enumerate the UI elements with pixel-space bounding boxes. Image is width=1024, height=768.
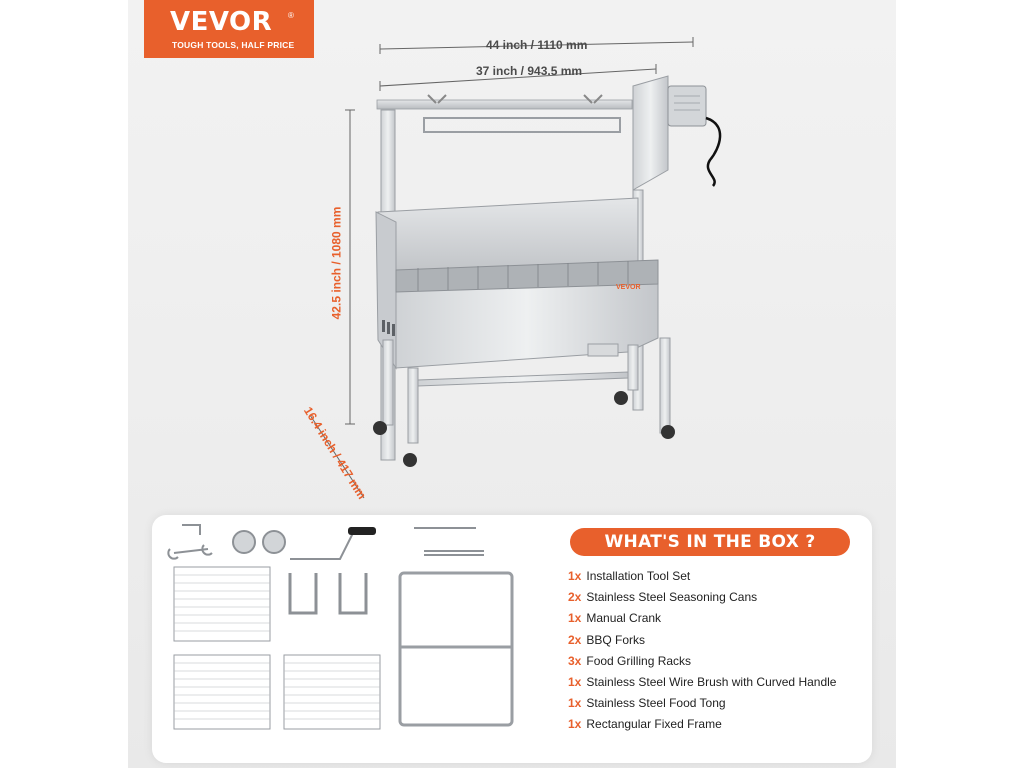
item-label: Installation Tool Set (586, 569, 691, 583)
brand-tagline: TOUGH TOOLS, HALF PRICE (172, 40, 295, 50)
brand-name: VEVOR (170, 7, 273, 37)
item-qty: 1x (568, 717, 582, 732)
item-label: Food Grilling Racks (586, 653, 692, 668)
whats-in-the-box-title: WHAT'S IN THE BOX ? (570, 528, 850, 556)
whats-in-the-box-card (152, 515, 872, 763)
seasoning-can-icon (263, 531, 285, 553)
item-qty: 3x (568, 653, 582, 668)
wrench-icon (168, 545, 212, 559)
product-panel (128, 0, 896, 768)
dimension-height: 42.5 inch / 1080 mm (329, 206, 344, 320)
list-item (568, 590, 836, 611)
dimension-overall-width: 44 inch / 1110 mm (486, 38, 588, 52)
item-label: Manual Crank (586, 611, 662, 626)
grill-trough (376, 198, 658, 368)
item-qty: 2x (568, 590, 582, 605)
dimension-inner-width: 37 inch / 943.5 mm (476, 64, 583, 78)
item-qty: 1x (568, 696, 582, 711)
item-qty: 1x (568, 569, 582, 583)
box-items-list (568, 569, 836, 739)
list-item (568, 633, 836, 654)
seasoning-can-icon (233, 531, 255, 553)
product-brand-label: VEVOR (616, 284, 641, 291)
hex-key-icon (182, 525, 200, 535)
registered-mark: ® (288, 11, 294, 20)
item-qty: 2x (568, 632, 582, 647)
rotisserie-grill-illustration (128, 0, 896, 520)
item-label: Stainless Steel Seasoning Cans (586, 590, 758, 605)
fixed-frame-icon (400, 573, 512, 725)
item-label: BBQ Forks (586, 632, 646, 647)
box-contents-illustration (152, 515, 582, 763)
item-label: Stainless Steel Wire Brush with Curved Handle (586, 674, 837, 689)
crank-icon (290, 531, 372, 559)
list-item (568, 569, 836, 590)
list-item (568, 654, 836, 675)
item-label: Stainless Steel Food Tong (586, 696, 726, 711)
item-qty: 1x (568, 611, 582, 626)
bbq-fork-icon (290, 573, 366, 613)
dimension-depth: 16.4 inch / 417 mm (300, 404, 370, 502)
list-item (568, 696, 836, 717)
list-item (568, 675, 836, 696)
tong-icon (424, 551, 484, 555)
list-item (568, 611, 836, 632)
list-item (568, 717, 836, 738)
item-qty: 1x (568, 674, 582, 689)
spit-assembly (377, 76, 720, 190)
item-label: Rectangular Fixed Frame (586, 717, 722, 732)
